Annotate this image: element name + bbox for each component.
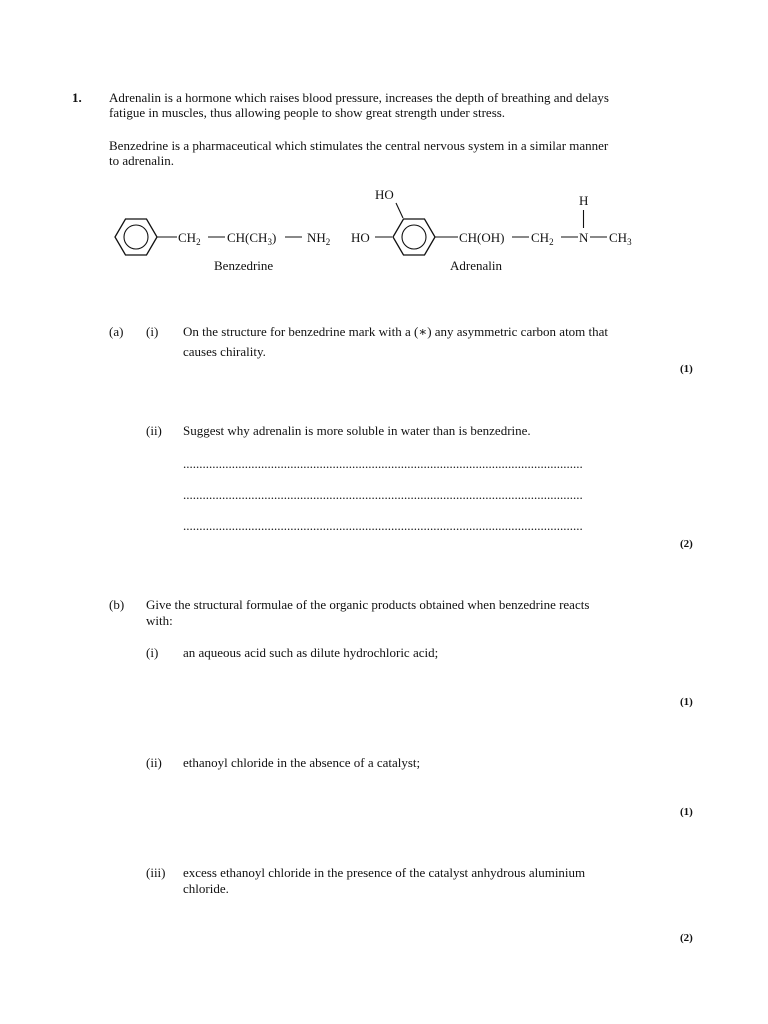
- benzedrine-benzene-ring-icon: [115, 219, 157, 255]
- part-a-i-label: (i): [146, 324, 159, 339]
- intro-line-3: Benzedrine is a pharmaceutical which stimulates the central nervous system in a similar manner: [109, 138, 609, 153]
- benzedrine-chch3: $CH(CH_3)$: [227, 230, 277, 247]
- answer-line-2[interactable]: ...........................................................................................................................: [183, 487, 583, 502]
- part-b-i-text: an aqueous acid such as dilute hydrochloric acid;: [183, 645, 439, 660]
- intro-line-1: Adrenalin is a hormone which raises blood pressure, increases the depth of breathing and delays: [109, 90, 609, 105]
- adrenalin-choh: CH(OH): [459, 230, 505, 245]
- adrenalin-ho-left: HO: [351, 230, 370, 245]
- part-b-iii-marks: (2): [680, 932, 693, 944]
- part-b-ii-text: ethanoyl chloride in the absence of a catalyst;: [183, 755, 421, 770]
- benzedrine-ch2: $CH_2$: [178, 230, 201, 247]
- part-b-text-2: with:: [146, 613, 173, 628]
- intro-line-2: fatigue in muscles, thus allowing people to show great strength under stress.: [109, 105, 506, 120]
- adrenalin-n: N: [579, 230, 589, 245]
- part-a-i-marks: (1): [680, 363, 693, 375]
- answer-line-1[interactable]: ...........................................................................................................................: [183, 456, 583, 471]
- part-b-ii-label: (ii): [146, 755, 162, 770]
- part-b-i-label: (i): [146, 645, 159, 660]
- adrenalin-h: H: [579, 193, 589, 208]
- question-number: 1.: [72, 90, 82, 105]
- adrenalin-ho-top: HO: [375, 187, 394, 202]
- part-b-label: (b): [109, 597, 125, 612]
- part-a-ii-label: (ii): [146, 423, 162, 438]
- adrenalin-name: Adrenalin: [450, 258, 502, 273]
- structures-diagram: [0, 0, 768, 290]
- part-a-label: (a): [109, 324, 124, 339]
- part-b-iii-text-2: chloride.: [183, 881, 229, 896]
- part-b-iii-text-1: excess ethanoyl chloride in the presence of the catalyst anhydrous aluminium: [183, 865, 586, 880]
- part-b-iii-label: (iii): [146, 865, 166, 880]
- part-a-ii-text: Suggest why adrenalin is more soluble in water than is benzedrine.: [183, 423, 531, 438]
- benzedrine-nh2: $NH_2$: [307, 230, 331, 247]
- adrenalin-ch3: $CH_3$: [609, 230, 632, 247]
- answer-line-3[interactable]: ...........................................................................................................................: [183, 518, 583, 533]
- adrenalin-benzene-ring-icon: [393, 219, 435, 255]
- intro-line-4: to adrenalin.: [109, 153, 174, 168]
- part-b-text-1: Give the structural formulae of the organic products obtained when benzedrine reacts: [146, 597, 590, 612]
- part-b-i-marks: (1): [680, 696, 693, 708]
- part-b-ii-marks: (1): [680, 806, 693, 818]
- part-a-i-text-1: On the structure for benzedrine mark with a (∗) any asymmetric carbon atom that: [183, 324, 609, 339]
- benzedrine-name: Benzedrine: [214, 258, 274, 273]
- part-a-ii-marks: (2): [680, 538, 693, 550]
- adrenalin-ch2: $CH_2$: [531, 230, 554, 247]
- part-a-i-text-2: causes chirality.: [183, 344, 266, 359]
